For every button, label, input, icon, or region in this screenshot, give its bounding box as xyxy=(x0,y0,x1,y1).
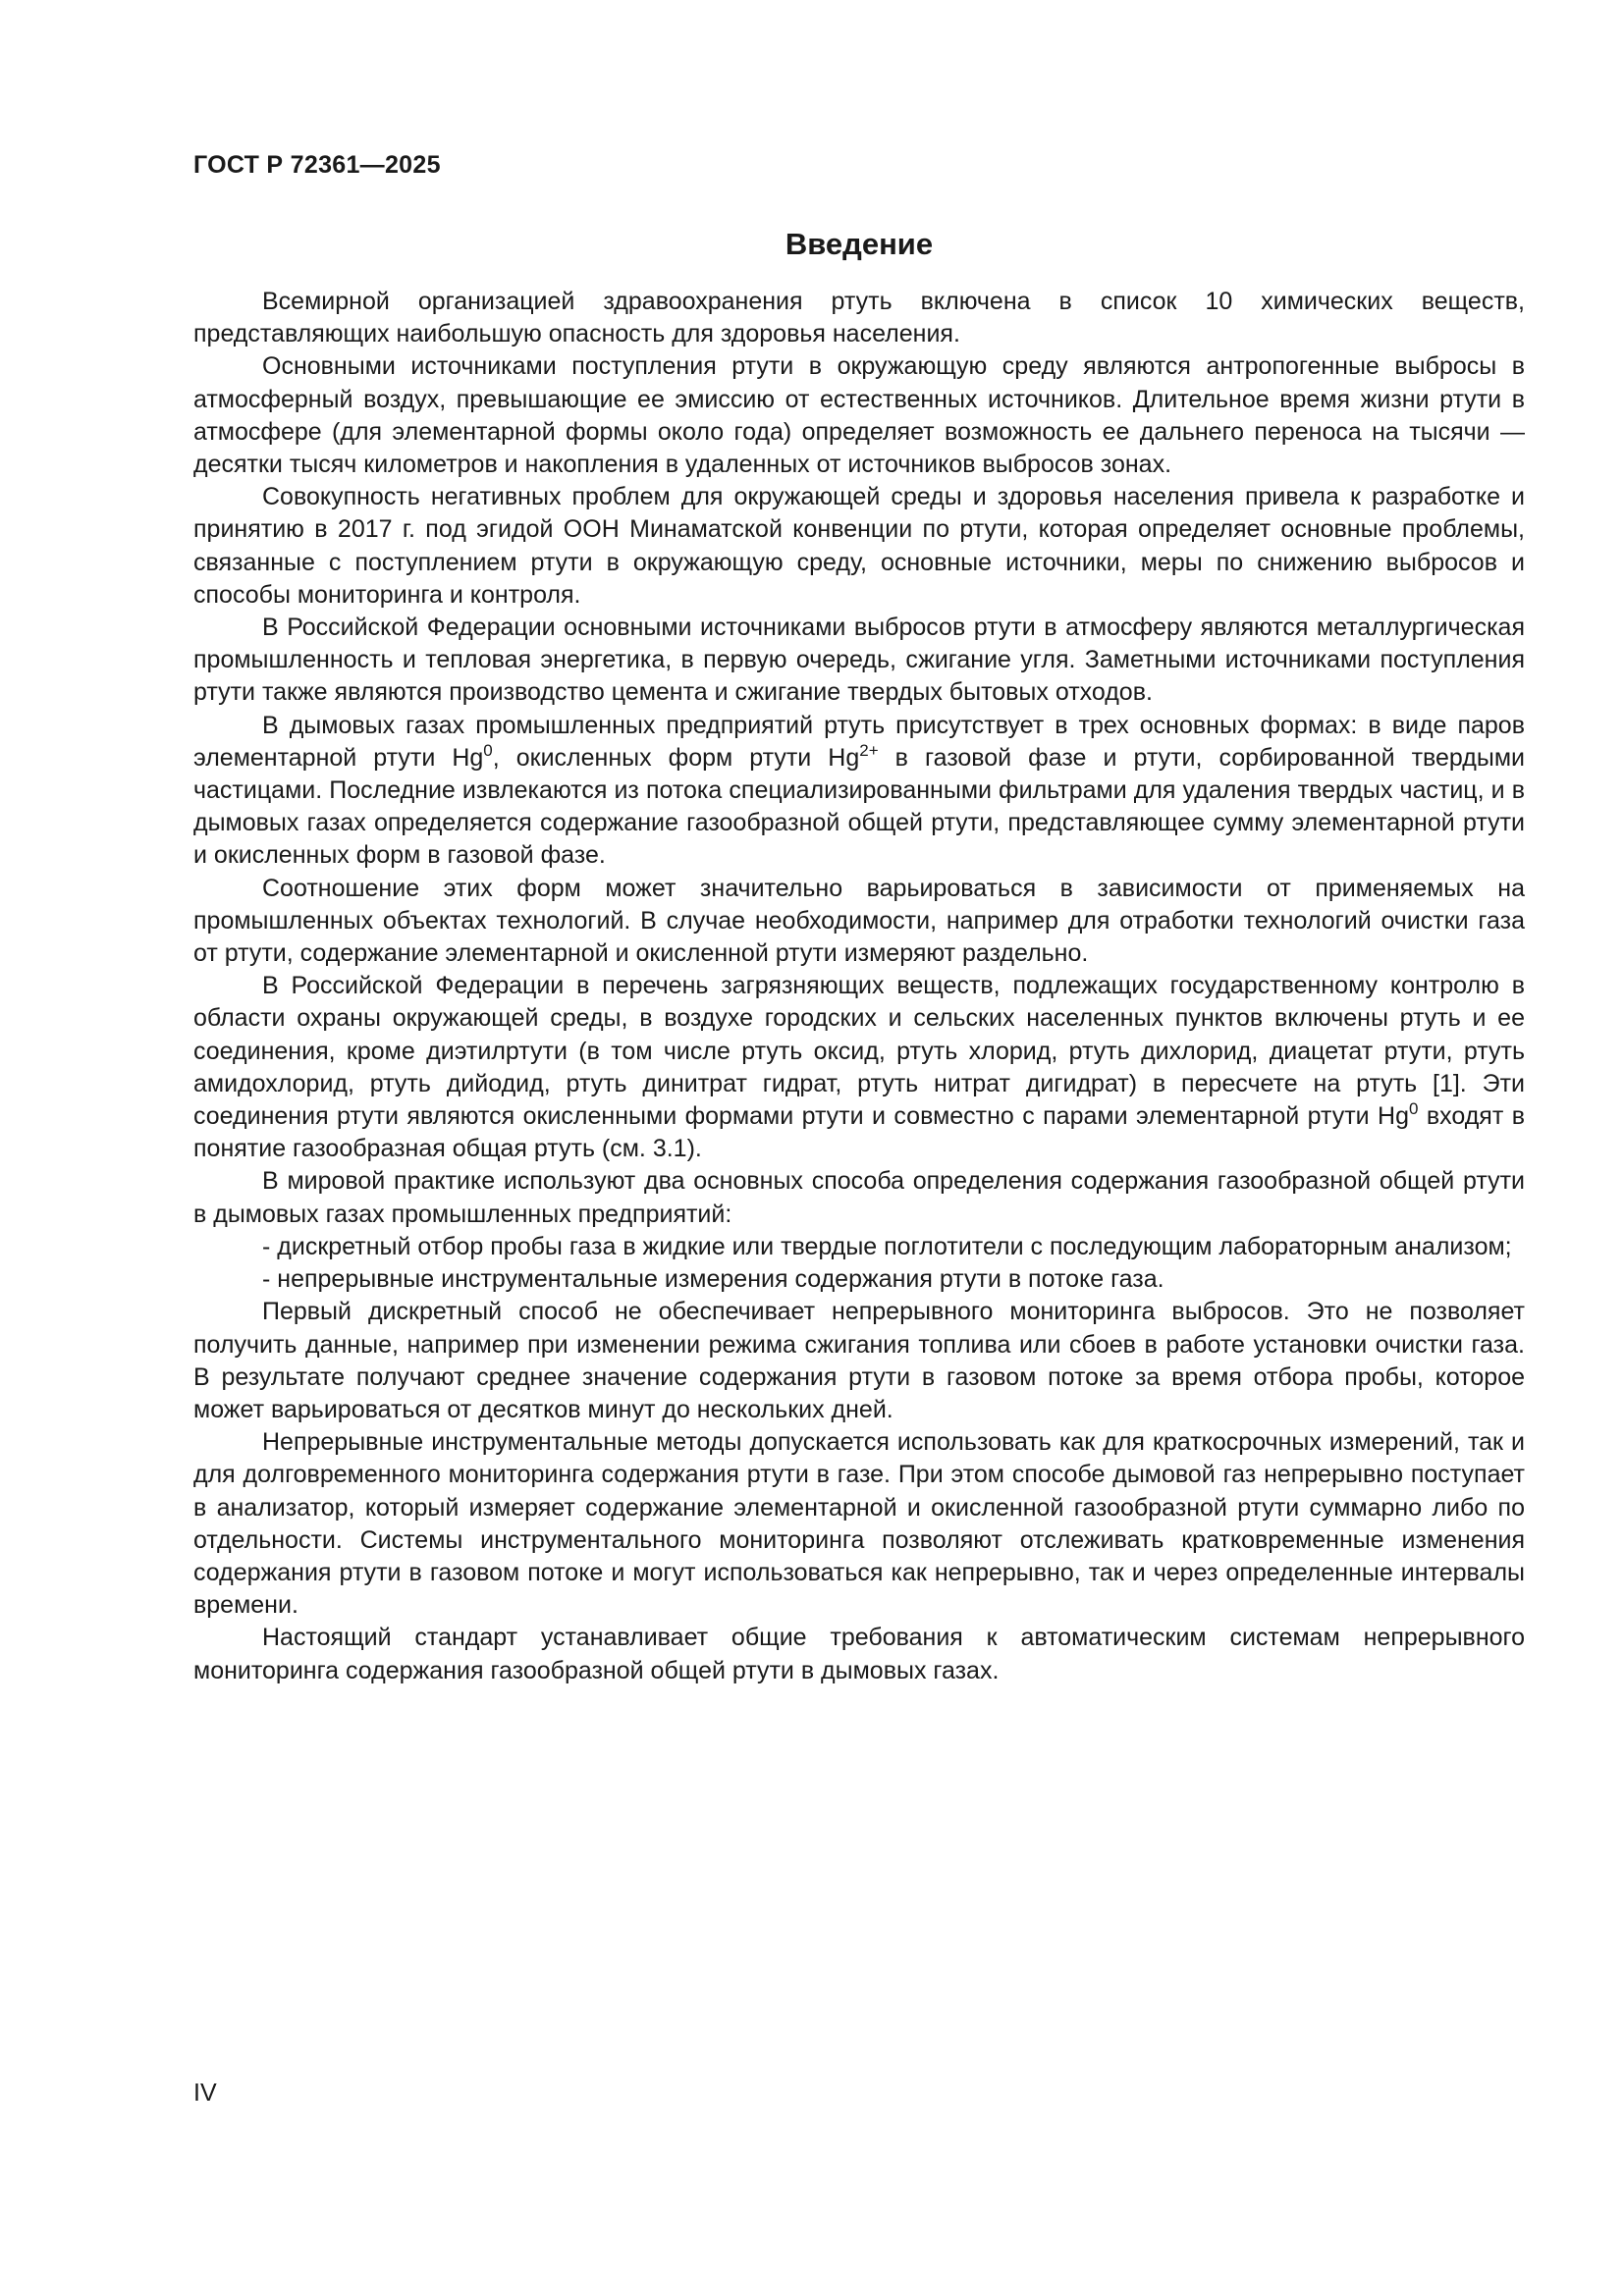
paragraph-discrete-method: Первый дискретный способ не обеспечивает непрерывного мониторинга выбросов. Это не позволяет получить данные, например при изменении режима сжигания топлива или сбоев в работе установки очистки газа. В результате получают среднее значение содержания ртути в газовом потоке за время отбора пробы, которое может варьироваться от десятков минут до нескольких дней. xyxy=(193,1298,1525,1423)
superscript-two-plus: 2+ xyxy=(859,740,879,760)
page-title: Введение xyxy=(785,227,934,261)
paragraph-methods-intro: В мировой практике используют два основных способа определения содержания газообразной общей ртути в дымовых газах промышленных предприятий: xyxy=(193,1167,1525,1228)
paragraph-mercury-forms xyxy=(193,710,1525,873)
paragraph-mercury-forms-part-a: В дымовых газах промышленных предприятий ртуть присутствует в трех основных формах: в виде паров элементарной ртути Hg xyxy=(193,711,1525,772)
paragraph-pollutant-list xyxy=(193,970,1525,1165)
standard-code-header: ГОСТ Р 72361—2025 xyxy=(193,151,441,179)
paragraph-mercury-forms-part-c: в газовой фазе и ртути, сорбированной твердыми частицами. Последние извлекаются из потока специализированными фильтрами для удаления твердых частиц, и в дымовых газах определяется содержание газообразной общей ртути, представляющее сумму элементарной ртути и окисленных форм в газовой фазе. xyxy=(193,743,1525,870)
paragraph-minamata: Совокупность негативных проблем для окружающей среды и здоровья населения привела к разработке и принятию в 2017 г. под эгидой ООН Минаматской конвенции по ртути, которая определяет основные проблемы, связанные с поступлением ртути в окружающую среду, основные источники, меры по снижению выбросов и способы мониторинга и контроля. xyxy=(193,483,1525,609)
introduction-body xyxy=(193,286,1525,1687)
paragraph-pollutant-list-part-a: В Российской Федерации в перечень загрязняющих веществ, подлежащих государственному контролю в области охраны окружающей среды, в воздухе городских и сельских населенных пунктов включены ртуть и ее соединения, кроме диэтилртути (в том числе ртуть оксид, ртуть хлорид, ртуть дихлорид, диацетат ртути, ртуть амидохлорид, ртуть дийодид, ртуть динитрат гидрат, ртуть нитрат дигидрат) в пересчете на ртуть [1]. Эти соединения ртути являются окисленными формами ртути и совместно с парами элементарной ртути Hg xyxy=(193,972,1525,1131)
list-item-discrete-sampling: - дискретный отбор пробы газа в жидкие или твердые поглотители с последующим лабораторным анализом; xyxy=(262,1232,1512,1260)
list-item-continuous-measurement: - непрерывные инструментальные измерения содержания ртути в потоке газа. xyxy=(262,1265,1164,1294)
paragraph-russia-sources: В Российской Федерации основными источниками выбросов ртути в атмосферу являются металлургическая промышленность и тепловая энергетика, в первую очередь, сжигание угля. Заметными источниками поступления ртути также являются производство цемента и сжигание твердых бытовых отходов. xyxy=(193,614,1525,707)
paragraph-who: Всемирной организацией здравоохранения ртуть включена в список 10 химических веществ, представляющих наибольшую опасность для здоровья населения. xyxy=(193,288,1525,348)
paragraph-continuous-method: Непрерывные инструментальные методы допускается использовать как для краткосрочных измерений, так и для долговременного мониторинга содержания ртути в газе. При этом способе дымовой газ непрерывно поступает в анализатор, который измеряет содержание элементарной и окисленной газообразной ртути суммарно либо по отдельности. Системы инструментального мониторинга позволяют отслеживать кратковременные изменения содержания ртути в газовом потоке и могут использоваться как непрерывно, так и через определенные интервалы времени. xyxy=(193,1428,1525,1620)
superscript-zero: 0 xyxy=(483,740,493,760)
paragraph-sources: Основными источниками поступления ртути в окружающую среду являются антропогенные выбросы в атмосферный воздух, превышающие ее эмиссию от естественных источников. Длительное время жизни ртути в атмосфере (для элементарной формы около года) определяет возможность ее дальнего переноса на тысячи — десятки тысяч километров и накопления в удаленных от источников выбросов зонах. xyxy=(193,352,1525,479)
paragraph-form-ratio: Соотношение этих форм может значительно варьироваться в зависимости от применяемых на промышленных объектах технологий. В случае необходимости, например для отработки технологий очистки газа от ртути, содержание элементарной и окисленной ртути измеряют раздельно. xyxy=(193,874,1525,968)
page-number: IV xyxy=(193,2079,217,2107)
superscript-zero: 0 xyxy=(1408,1099,1419,1119)
paragraph-mercury-forms-part-b: , окисленных форм ртути Hg xyxy=(492,743,860,772)
paragraph-pollutant-list-part-b: входят в понятие газообразная общая ртуть (см. 3.1). xyxy=(193,1102,1525,1163)
paragraph-scope: Настоящий стандарт устанавливает общие требования к автоматическим системам непрерывного мониторинга содержания газообразной общей ртути в дымовых газах. xyxy=(193,1624,1525,1684)
